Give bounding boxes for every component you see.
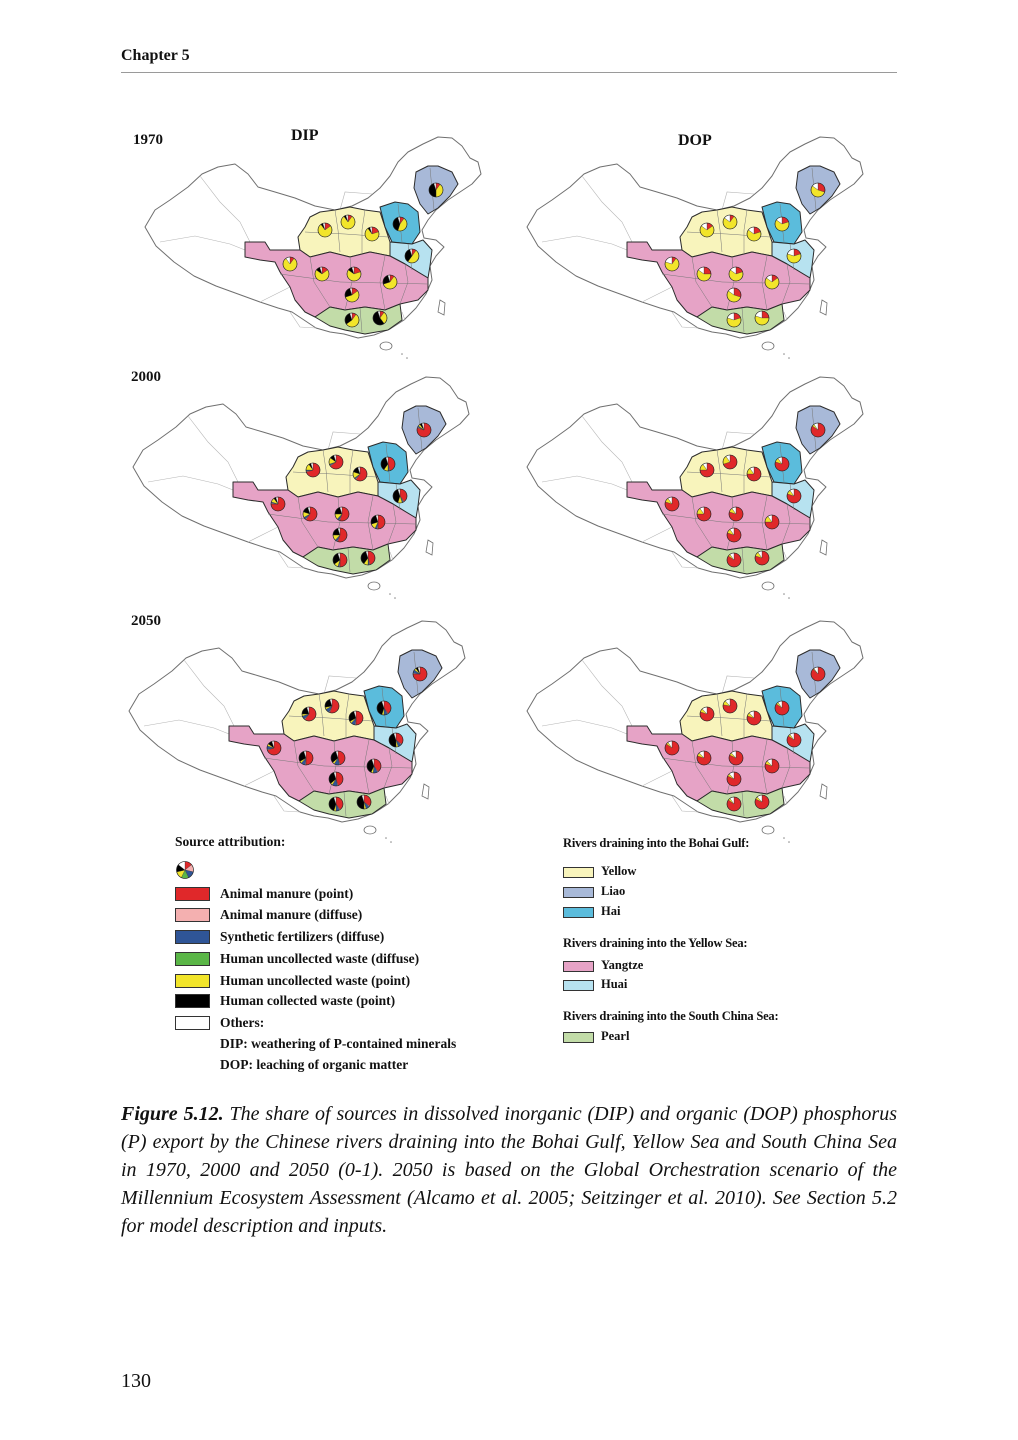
pie-chart [665,257,679,271]
legend-pie-symbol [176,862,193,879]
legend-swatch [175,908,210,922]
pie-chart [413,667,427,681]
river-swatch [563,867,594,878]
legend-swatch [175,1016,210,1030]
year-label-1970: 1970 [133,132,163,148]
pie-chart [373,311,387,325]
pie-chart [365,227,379,241]
figure-number: Figure 5.12. [121,1103,224,1125]
hainan-island [762,342,774,350]
map-dip-2000 [128,372,473,602]
river-item-hai [563,904,594,920]
pie-chart [727,797,741,811]
taiwan-island [820,784,827,799]
pie-chart [723,215,737,229]
pie-chart [329,772,343,786]
pie-chart [333,528,347,542]
river-item-yellow [563,864,594,880]
legend-swatch [175,952,210,966]
pie-chart [747,711,761,725]
river-label: Huai [601,977,628,991]
legend-item-synthetic-fertilizers [175,929,210,945]
legend-swatch [175,887,210,901]
hainan-island [762,582,774,590]
island-dot [401,353,403,355]
legend-swatch [175,994,210,1008]
legend-item-others [175,1015,210,1031]
legend-item-human-uncollected-point [175,973,210,989]
river-group-title-south-china-sea: Rivers draining into the South China Sea: [563,1009,779,1023]
island-dot [406,357,408,359]
pie-chart [765,275,779,289]
pie-chart [755,551,769,565]
pie-chart [747,227,761,241]
legend-item-animal-manure-point [175,886,210,902]
pie-chart [393,217,407,231]
pie-chart [405,249,419,263]
pie-chart [303,507,317,521]
column-label-dop: DOP [678,132,712,149]
pie-chart [361,551,375,565]
island-dot [788,841,790,843]
island-dot [788,357,790,359]
river-swatch [563,907,594,918]
pie-chart [306,463,320,477]
taiwan-island [438,300,445,315]
pie-chart [729,751,743,765]
pie-chart [377,701,391,715]
taiwan-island [422,784,429,799]
legend-label: Animal manure (point) [220,886,354,901]
pie-chart [333,553,347,567]
pie-chart [347,267,361,281]
page-number: 130 [121,1370,151,1392]
pie-chart [349,711,363,725]
island-dot [783,353,785,355]
pie-chart [357,795,371,809]
pie-chart [381,457,395,471]
legend-pie-icon [175,860,195,880]
island-dot [788,597,790,599]
map-dip-2050 [124,616,469,846]
legend-label: Others: [220,1015,265,1030]
pie-chart [755,311,769,325]
legend-item-human-collected-point [175,993,210,1009]
pie-chart [727,528,741,542]
pie-chart [315,267,329,281]
pie-chart [325,699,339,713]
pie-chart [727,772,741,786]
pie-chart [700,707,714,721]
river-item-huai [563,977,594,993]
island-dot [394,597,396,599]
pie-chart [811,667,825,681]
island-dot [390,841,392,843]
map-dop-1970 [522,132,867,362]
column-label-dip: DIP [291,127,319,144]
year-label-2000: 2000 [131,369,161,385]
pie-chart [723,455,737,469]
pie-chart [747,467,761,481]
pie-chart [811,423,825,437]
legend-item-animal-manure-diffuse [175,907,210,923]
pie-chart [697,751,711,765]
island-dot [389,593,391,595]
pie-chart [345,313,359,327]
pie-chart [700,463,714,477]
pie-chart [811,183,825,197]
pie-chart [429,183,443,197]
river-item-yangtze [563,958,594,974]
river-item-liao [563,884,594,900]
pie-chart [723,699,737,713]
source-legend-title: Source attribution: [175,834,286,849]
pie-chart [353,467,367,481]
taiwan-island [820,540,827,555]
river-swatch [563,980,594,991]
pie-chart [727,313,741,327]
pie-chart [329,455,343,469]
island-dot [783,837,785,839]
river-label: Hai [601,904,621,918]
legend-label: Human uncollected waste (diffuse) [220,951,420,966]
island-dot [783,593,785,595]
legend-label: Synthetic fertilizers (diffuse) [220,929,385,944]
map-dip-1970 [140,132,485,362]
pie-chart [729,267,743,281]
legend-item-human-uncollected-diffuse [175,951,210,967]
river-label: Pearl [601,1029,630,1043]
pie-chart [727,288,741,302]
year-label-2050: 2050 [131,613,161,629]
pie-chart [697,507,711,521]
river-label: Liao [601,884,626,898]
river-label: Yellow [601,864,637,878]
pie-chart [787,249,801,263]
pie-chart [389,733,403,747]
legend-label: Human collected waste (point) [220,993,396,1008]
river-item-pearl [563,1029,594,1045]
pie-chart [700,223,714,237]
pie-chart [335,507,349,521]
river-group-title-bohai: Rivers draining into the Bohai Gulf: [563,836,750,850]
pie-chart [267,741,281,755]
legend-label: Animal manure (diffuse) [220,907,363,922]
pie-chart [775,457,789,471]
pie-chart [271,497,285,511]
pie-chart [302,707,316,721]
hainan-island [364,826,376,834]
hainan-island [380,342,392,350]
legend-label: Human uncollected waste (point) [220,973,411,988]
pie-chart [345,288,359,302]
pie-chart [331,751,345,765]
legend-swatch [175,974,210,988]
pie-chart [765,515,779,529]
pie-chart [697,267,711,281]
legend-swatch [175,930,210,944]
river-swatch [563,961,594,972]
hainan-island [368,582,380,590]
running-header: Chapter 5 [121,47,190,64]
river-group-title-yellow-sea: Rivers draining into the Yellow Sea: [563,936,748,950]
pie-chart [417,423,431,437]
map-dop-2050 [522,616,867,846]
pie-chart [765,759,779,773]
caption-text: The share of sources in dissolved inorganic (DIP) and organic (DOP) phosphorus (P) export by the Chinese rivers draining into the Bohai Gulf, Yellow Sea and South China Sea in 1970, 2000 and 2050 (0-1). 2050 is based on the Global Orchestration scenario of the Millennium Ecosystem Assessment (Alcamo et al. 2005; Seitzinger et al. 2010). See Section 5.2 for model description and inputs. [121,1103,897,1237]
pie-chart [727,553,741,567]
pie-chart [787,733,801,747]
pie-chart [393,489,407,503]
hainan-island [762,826,774,834]
pie-chart [383,275,397,289]
taiwan-island [426,540,433,555]
pie-chart [341,215,355,229]
pie-chart [299,751,313,765]
pie-chart [775,217,789,231]
map-dop-2000 [522,372,867,602]
pie-chart [665,741,679,755]
river-label: Yangtze [601,958,644,972]
pie-chart [787,489,801,503]
pie-chart [729,507,743,521]
taiwan-island [820,300,827,315]
river-swatch [563,887,594,898]
pie-chart [367,759,381,773]
island-dot [385,837,387,839]
pie-chart [755,795,769,809]
figure-caption [121,1100,897,1240]
pie-chart [371,515,385,529]
pie-chart [318,223,332,237]
pie-chart [775,701,789,715]
legend-note-dip: DIP: weathering of P-contained minerals [220,1036,457,1051]
pie-chart [283,257,297,271]
river-swatch [563,1032,594,1043]
header-rule [121,72,897,73]
pie-chart [329,797,343,811]
pie-chart [665,497,679,511]
legend-note-dop: DOP: leaching of organic matter [220,1057,409,1072]
